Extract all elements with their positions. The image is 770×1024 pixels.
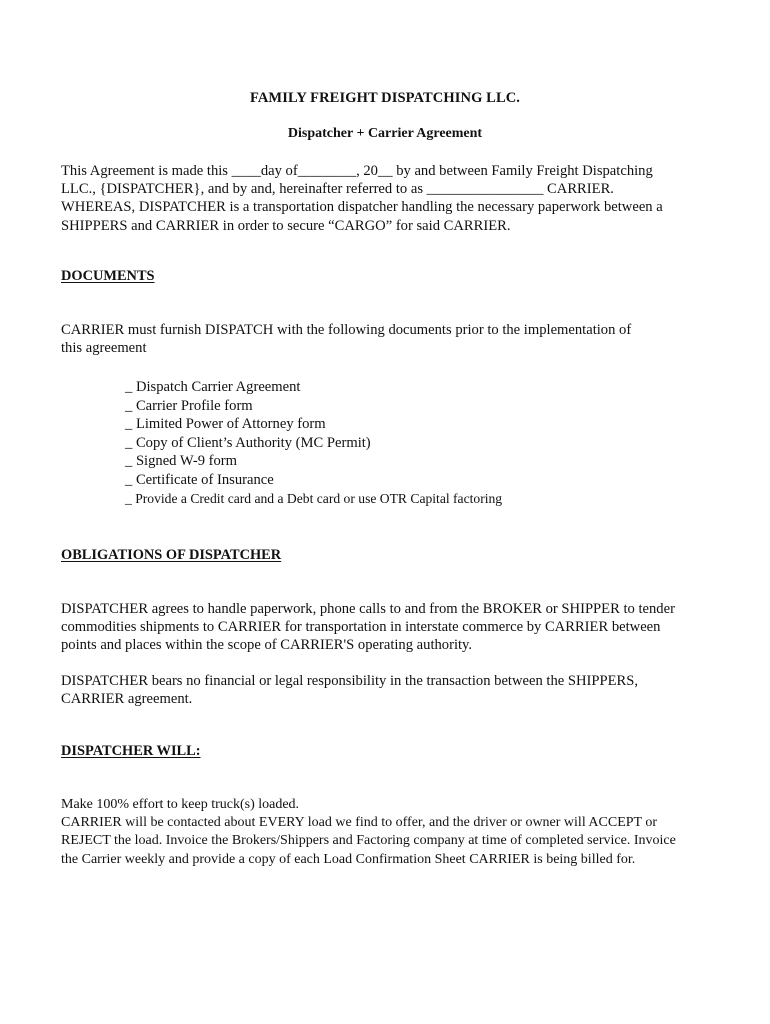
intro-line: WHEREAS, DISPATCHER is a transportation dispatcher handling the necessary paperwork between a (61, 199, 663, 216)
obligations-heading: OBLIGATIONS OF DISPATCHER (61, 547, 282, 563)
dispatcher-will-line: REJECT the load. Invoice the Brokers/Shippers and Factoring company at time of completed service. Invoice (61, 833, 676, 849)
obligations-paragraph-2 (61, 672, 731, 708)
document-title: FAMILY FREIGHT DISPATCHING LLC. (249, 90, 521, 106)
list-item: _ Certificate of Insurance (125, 471, 274, 488)
intro-line: LLC., {DISPATCHER}, and by and, hereinafter referred to as ________________ CARRIER. (61, 181, 614, 198)
documents-heading: DOCUMENTS (61, 268, 155, 284)
obligations-line: DISPATCHER bears no financial or legal responsibility in the transaction between the SHIPPERS, (61, 673, 639, 689)
dispatcher-will-line: the Carrier weekly and provide a copy of each Load Confirmation Sheet CARRIER is being billed for. (61, 851, 636, 867)
list-item: _ Signed W-9 form (125, 453, 238, 470)
obligations-line: commodities shipments to CARRIER for transportation in interstate commerce by CARRIER between (61, 619, 661, 636)
list-item: _ Limited Power of Attorney form (125, 416, 326, 433)
list-item: _ Copy of Client’s Authority (MC Permit) (125, 434, 371, 451)
documents-intro (61, 321, 731, 357)
intro-paragraph (61, 162, 731, 235)
intro-line: This Agreement is made this ____day of________, 20__ by and between Family Freight Dispatching (61, 163, 653, 179)
list-item: _ Provide a Credit card and a Debt card or use OTR Capital factoring (125, 490, 503, 506)
list-item: _ Dispatch Carrier Agreement (125, 379, 301, 395)
documents-intro-line: this agreement (61, 340, 147, 357)
document-subtitle: Dispatcher + Carrier Agreement (287, 126, 483, 141)
obligations-line: DISPATCHER agrees to handle paperwork, phone calls to and from the BROKER or SHIPPER to tender (61, 601, 675, 617)
obligations-paragraph-1 (61, 600, 731, 655)
documents-intro-line: CARRIER must furnish DISPATCH with the following documents prior to the implementation of (61, 322, 632, 338)
obligations-line: CARRIER agreement. (61, 691, 193, 708)
list-item: _ Carrier Profile form (125, 397, 253, 414)
dispatcher-will-line: Make 100% effort to keep truck(s) loaded. (61, 797, 300, 812)
intro-line: SHIPPERS and CARRIER in order to secure “CARGO” for said CARRIER. (61, 217, 511, 234)
dispatcher-will-line: CARRIER will be contacted about EVERY load we find to offer, and the driver or owner will ACCEPT or (61, 815, 658, 831)
obligations-line: points and places within the scope of CARRIER'S operating authority. (61, 637, 473, 654)
documents-list (125, 378, 502, 508)
dispatcher-will-heading: DISPATCHER WILL: (61, 743, 201, 759)
dispatcher-will-paragraph (61, 796, 731, 869)
